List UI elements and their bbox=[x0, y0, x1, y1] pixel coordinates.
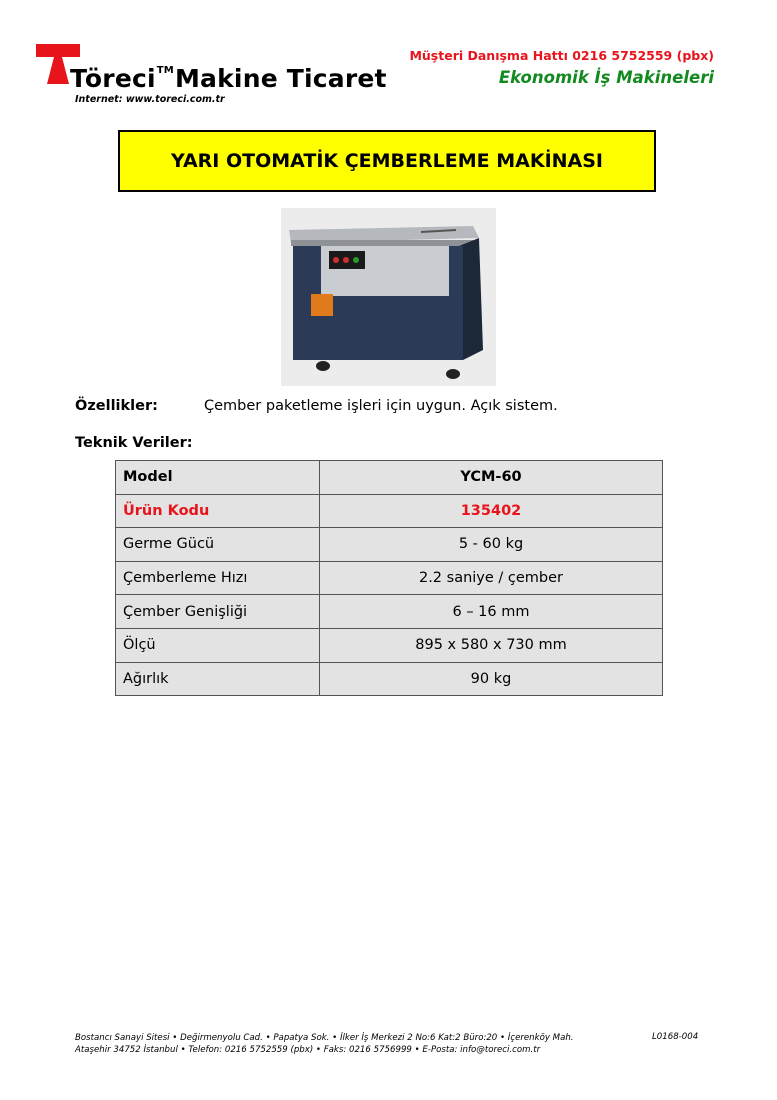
spec-table bbox=[115, 460, 663, 696]
spec-key: Model bbox=[116, 461, 320, 495]
trademark-mark: TM bbox=[156, 65, 174, 76]
table-row bbox=[116, 494, 663, 528]
spec-value: 6 – 16 mm bbox=[320, 595, 663, 629]
product-photo bbox=[281, 208, 496, 386]
features-label: Özellikler: bbox=[75, 398, 158, 414]
spec-value: 5 - 60 kg bbox=[320, 528, 663, 562]
spec-key: Ölçü bbox=[116, 628, 320, 662]
table-row bbox=[116, 528, 663, 562]
footer-line-2: Ataşehir 34752 İstanbul • Telefon: 0216 5752559 (pbx) • Faks: 0216 5756999 • E-Posta: info@toreci.com.tr bbox=[75, 1045, 541, 1055]
brand-name: Töreci bbox=[70, 64, 156, 93]
table-row bbox=[116, 561, 663, 595]
features-text: Çember paketleme işleri için uygun. Açık sistem. bbox=[204, 398, 558, 414]
brand-title bbox=[70, 64, 387, 93]
table-row bbox=[116, 595, 663, 629]
brand-suffix: Makine Ticaret bbox=[174, 64, 387, 93]
spec-key: Ağırlık bbox=[116, 662, 320, 696]
spec-value: 135402 bbox=[320, 494, 663, 528]
page-title: YARI OTOMATİK ÇEMBERLEME MAKİNASI bbox=[171, 150, 603, 172]
customer-hotline: Müşteri Danışma Hattı 0216 5752559 (pbx) bbox=[409, 48, 714, 63]
spec-value: YCM-60 bbox=[320, 461, 663, 495]
spec-key: Çember Genişliği bbox=[116, 595, 320, 629]
technical-data-label: Teknik Veriler: bbox=[75, 435, 193, 451]
slogan: Ekonomik İş Makineleri bbox=[498, 68, 714, 87]
table-row bbox=[116, 461, 663, 495]
spec-key: Ürün Kodu bbox=[116, 494, 320, 528]
spec-value: 895 x 580 x 730 mm bbox=[320, 628, 663, 662]
title-banner bbox=[118, 130, 656, 192]
spec-key: Germe Gücü bbox=[116, 528, 320, 562]
spec-value: 2.2 saniye / çember bbox=[320, 561, 663, 595]
footer-address bbox=[75, 1032, 574, 1056]
table-row bbox=[116, 628, 663, 662]
spec-key: Çemberleme Hızı bbox=[116, 561, 320, 595]
table-row bbox=[116, 662, 663, 696]
spec-value: 90 kg bbox=[320, 662, 663, 696]
document-code: L0168-004 bbox=[652, 1032, 699, 1042]
footer-line-1: Bostancı Sanayi Sitesi • Değirmenyolu Cad. • Papatya Sok. • İlker İş Merkezi 2 No:6 Kat:2 Büro:20 • İçerenköy Mah. bbox=[75, 1033, 574, 1043]
internet-link[interactable]: Internet: www.toreci.com.tr bbox=[75, 94, 225, 105]
